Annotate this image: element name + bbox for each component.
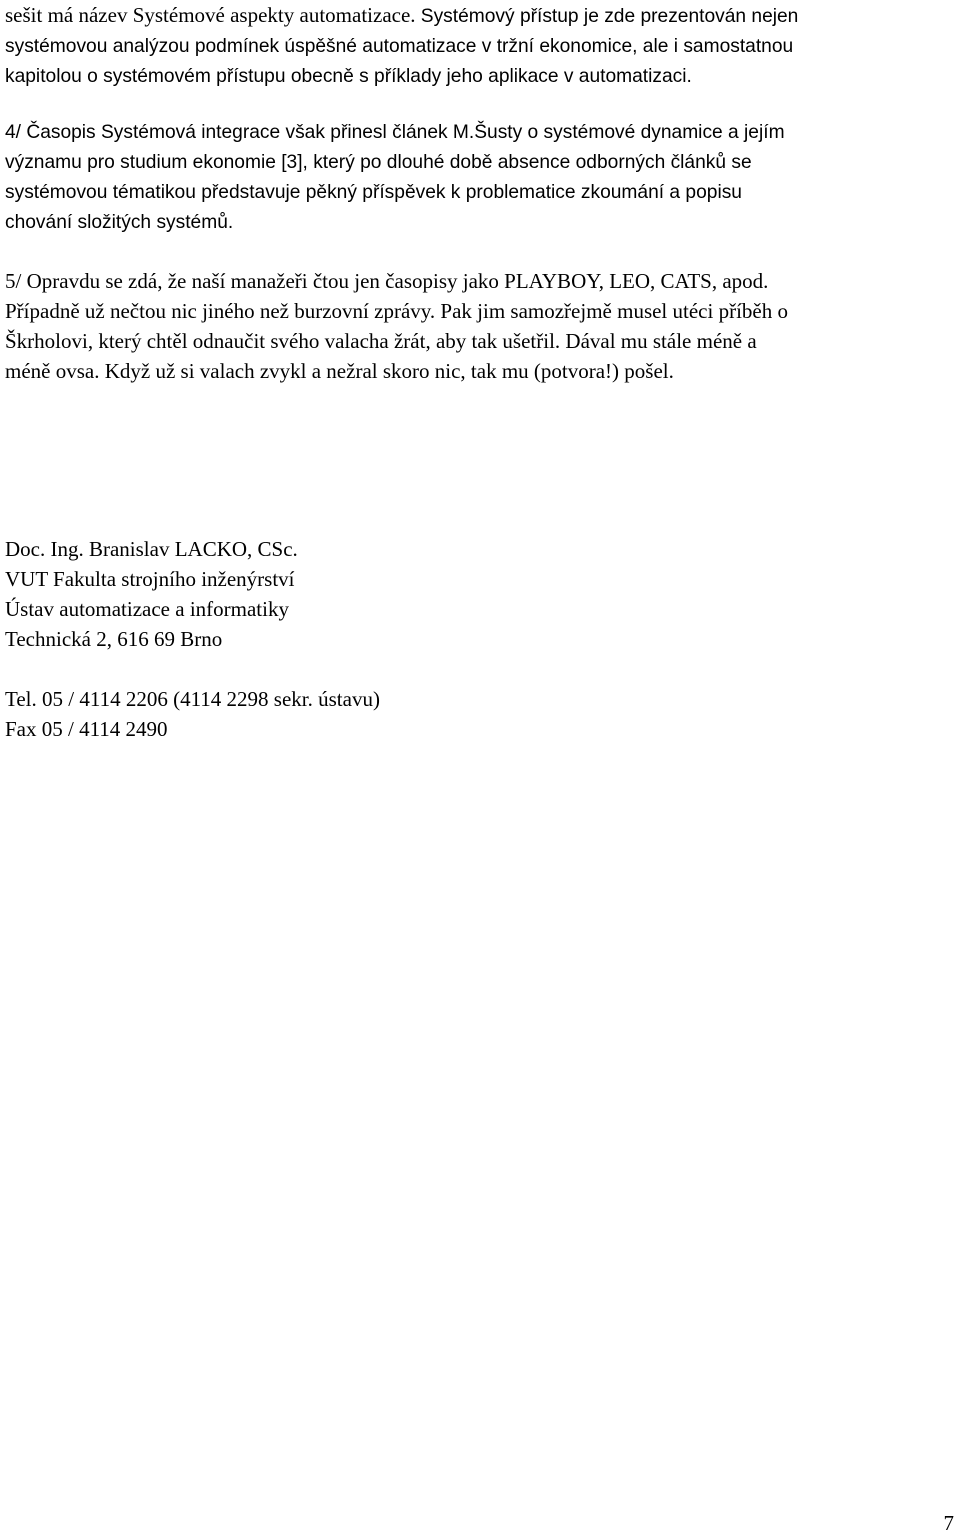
author-phone: Tel. 05 / 4114 2206 (4114 2298 sekr. ústavu)	[5, 687, 380, 711]
paragraph-item-4	[5, 118, 955, 238]
paragraph-intro-line-2: systémovou analýzou podmínek úspěšné automatizace v tržní ekonomice, ale i samostatnou	[5, 36, 794, 57]
page-number: 7	[943, 1511, 954, 1535]
intro-line-1-sans: Systémový přístup je zde prezentován nejen	[420, 6, 799, 27]
author-address: Technická 2, 616 69 Brno	[5, 627, 223, 651]
paragraph-intro-line-1	[5, 0, 955, 32]
paragraph-item-5	[5, 266, 955, 386]
contact-spacer	[5, 654, 380, 684]
paragraph-item-4-line-4: chování složitých systémů.	[5, 212, 234, 233]
paragraph-item-5-line-3: Škrholovi, který chtěl odnaučit svého valacha žrát, aby tak ušetřil. Dával mu stále méně a	[5, 329, 757, 353]
paragraph-intro-line-3: kapitolou o systémovém přístupu obecně s příklady jeho aplikace v automatizaci.	[5, 66, 692, 87]
paragraph-item-4-line-3: systémovou tématikou představuje pěkný příspěvek k problematice zkoumání a popisu	[5, 182, 742, 203]
paragraph-item-4-line-2: významu pro studium ekonomie [3], který po dlouhé době absence odborných článků se	[5, 152, 752, 173]
author-faculty: VUT Fakulta strojního inženýrství	[5, 567, 295, 591]
intro-line-1-serif: sešit má název Systémové aspekty automatizace.	[5, 3, 421, 27]
paragraph-item-5-line-2: Případně už nečtou nic jiného než burzovní zprávy. Pak jim samozřejmě musel utéci příběh o	[5, 299, 788, 323]
author-contact-block	[5, 534, 380, 744]
author-name: Doc. Ing. Branislav LACKO, CSc.	[5, 537, 298, 561]
paragraph-item-5-line-1: 5/ Opravdu se zdá, že naší manažeři čtou jen časopisy jako PLAYBOY, LEO, CATS, apod.	[5, 269, 769, 293]
author-institute: Ústav automatizace a informatiky	[5, 597, 289, 621]
paragraph-intro	[5, 0, 955, 92]
paragraph-item-4-line-1: 4/ Časopis Systémová integrace však přinesl článek M.Šusty o systémové dynamice a jejím	[5, 122, 785, 143]
paragraph-item-5-line-4: méně ovsa. Když už si valach zvykl a nežral skoro nic, tak mu (potvora!) pošel.	[5, 359, 674, 383]
author-fax: Fax 05 / 4114 2490	[5, 717, 168, 741]
